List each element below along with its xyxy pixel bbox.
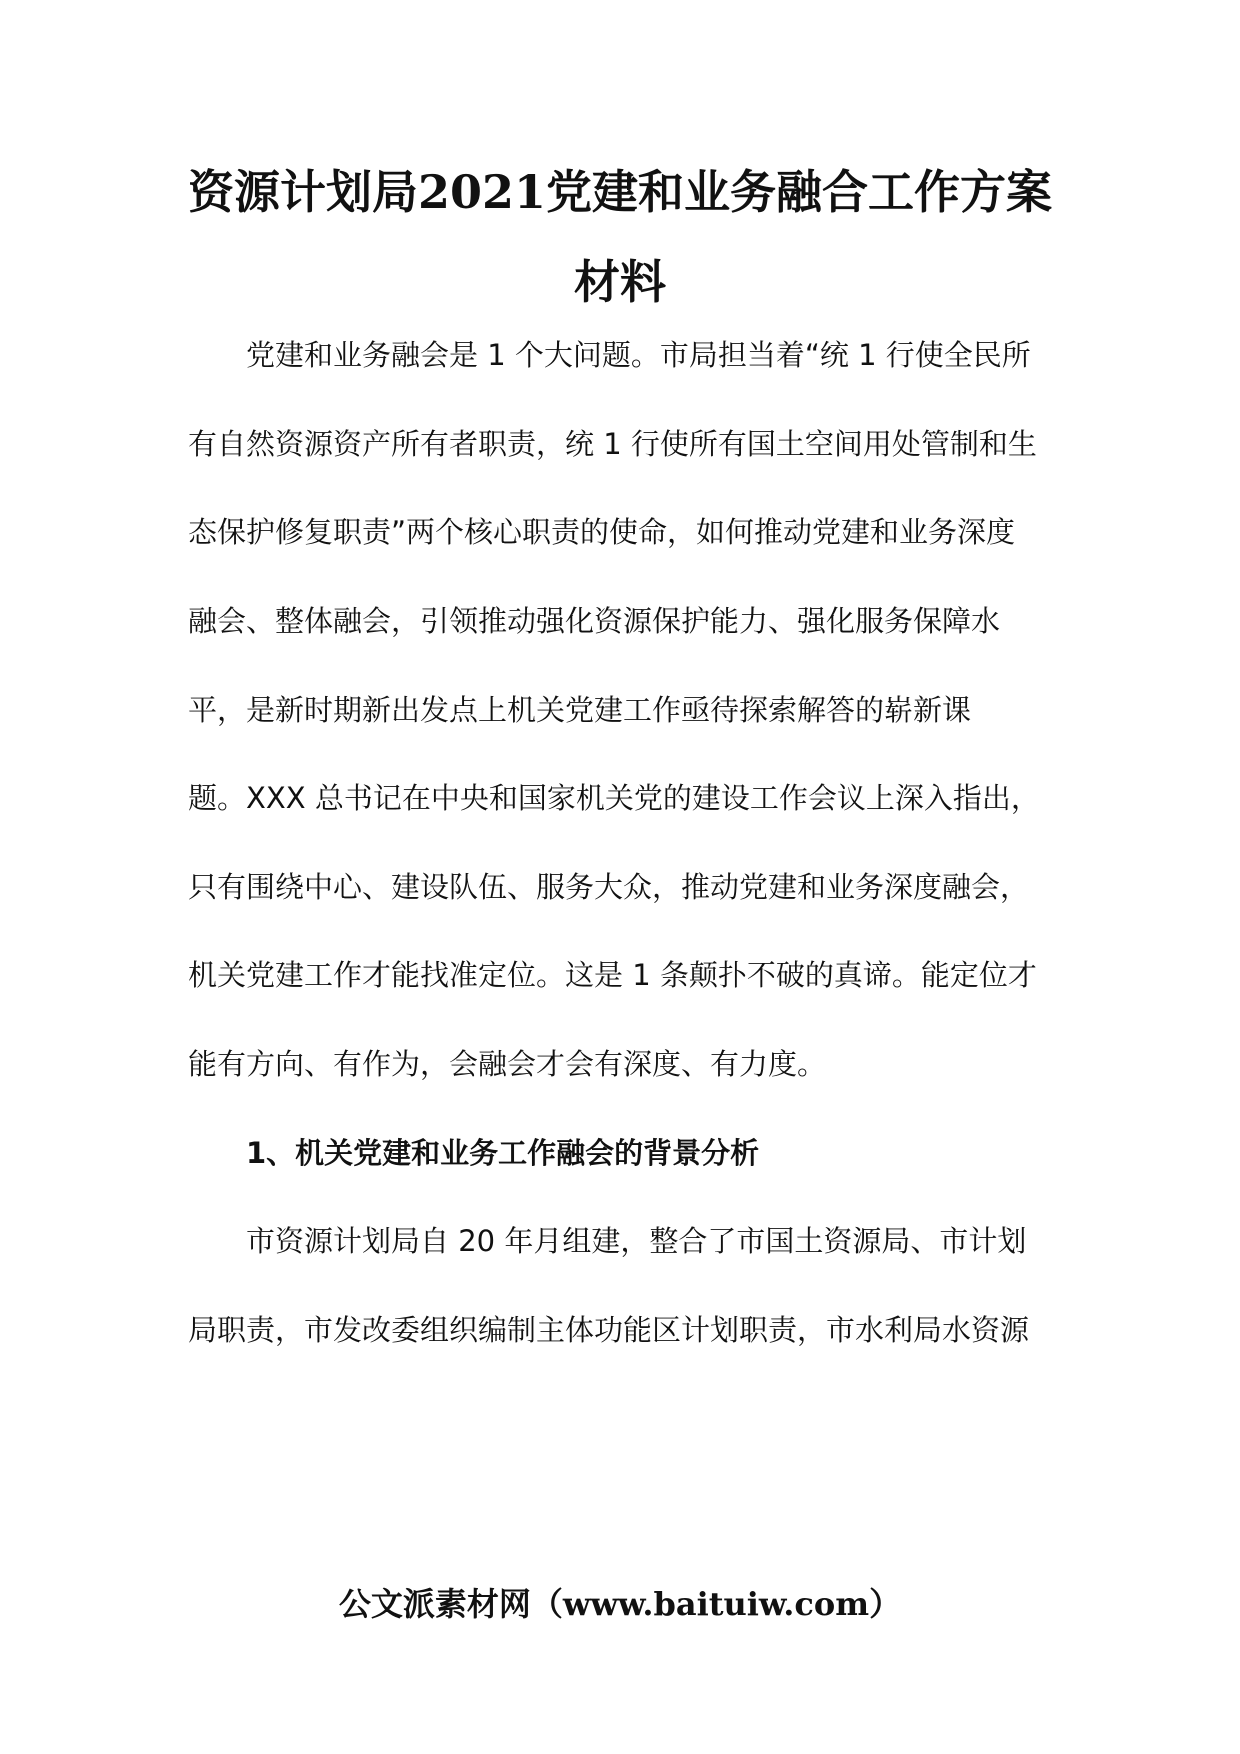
paragraph-1-line: 能有方向、有作为，会融会才会有深度、有力度。: [188, 1047, 827, 1081]
paragraph-2-line: 市资源计划局自 20 年月组建，整合了市国土资源局、市计划: [246, 1224, 1027, 1258]
document-title-line-1: 资源计划局2021党建和业务融合工作方案: [187, 165, 1053, 219]
paragraph-1-line: 机关党建工作才能找准定位。这是 1 条颠扑不破的真谛。能定位才: [188, 958, 1037, 992]
footer-watermark: 公文派素材网（www.baituiw.com）: [338, 1585, 902, 1623]
paragraph-1-line: 题。XXX 总书记在中央和国家机关党的建设工作会议上深入指出，: [188, 781, 1040, 815]
paragraph-2-line: 局职责，市发改委组织编制主体功能区计划职责，市水利局水资源: [188, 1313, 1030, 1347]
document-title-line-2: 材料: [574, 255, 666, 309]
section-heading-1: 1、机关党建和业务工作融会的背景分析: [246, 1136, 760, 1170]
paragraph-1-line: 只有围绕中心、建设队伍、服务大众，推动党建和业务深度融会，: [188, 870, 1030, 904]
paragraph-1-line: 党建和业务融会是 1 个大问题。市局担当着“统 1 行使全民所: [246, 338, 1031, 372]
paragraph-1-line: 融会、整体融会，引领推动强化资源保护能力、强化服务保障水: [188, 604, 1001, 638]
paragraph-1-line: 有自然资源资产所有者职责，统 1 行使所有国土空间用处管制和生: [188, 427, 1037, 461]
paragraph-1-line: 平，是新时期新出发点上机关党建工作亟待探索解答的崭新课: [188, 693, 972, 727]
paragraph-1-line: 态保护修复职责”两个核心职责的使命，如何推动党建和业务深度: [188, 515, 1016, 549]
